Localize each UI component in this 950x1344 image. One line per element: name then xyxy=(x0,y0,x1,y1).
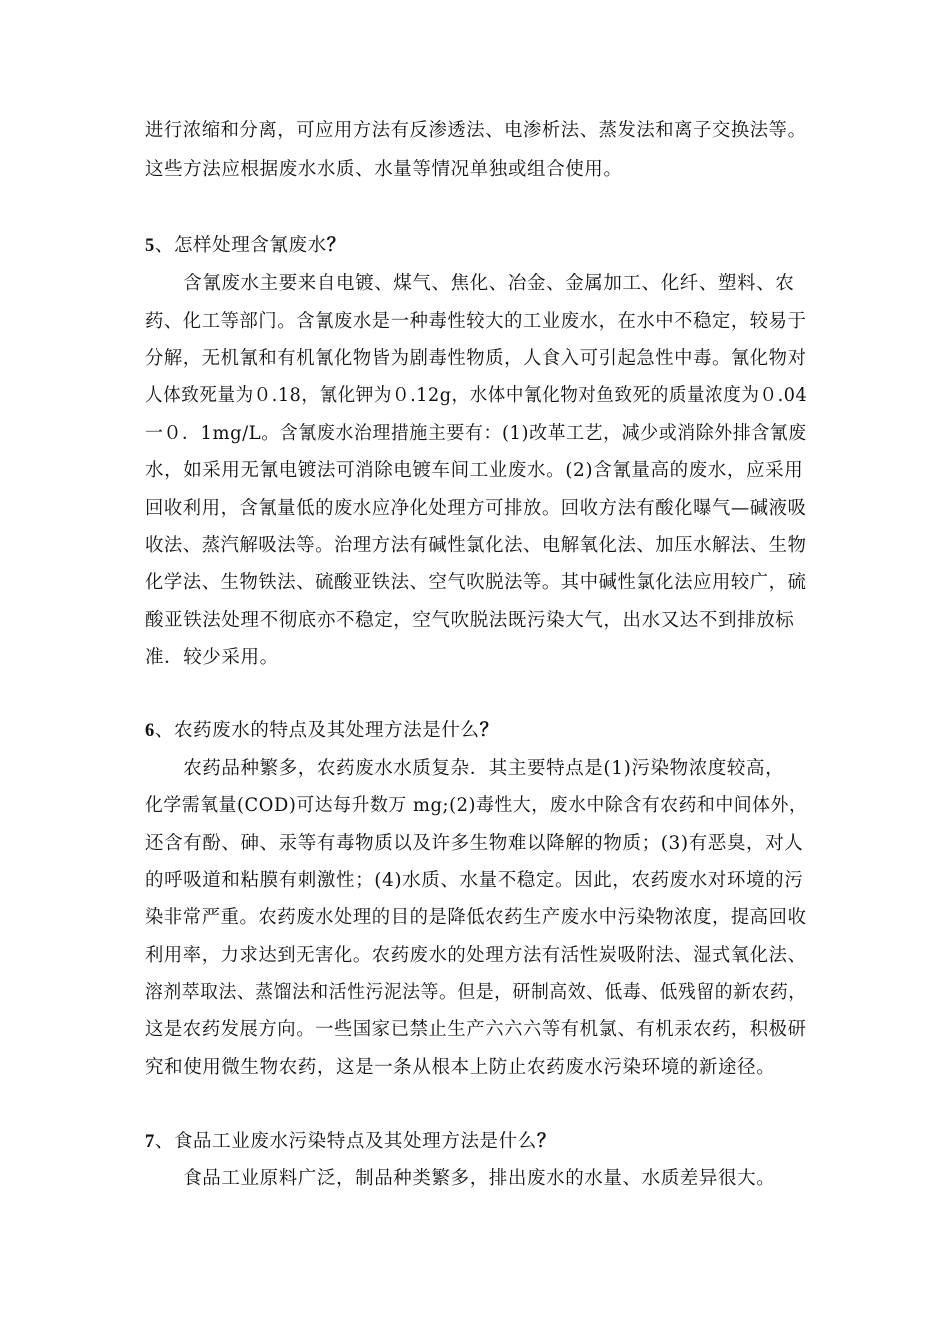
section-5-line-9: 化学法、生物铁法、硫酸亚铁法、空气吹脱法等。其中碱性氯化法应用较广，硫 xyxy=(145,572,807,593)
section-5-line-10: 酸亚铁法处理不彻底亦不稳定，空气吹脱法既污染大气，出水又达不到排放标 xyxy=(145,610,795,631)
section-6-line-2: 化学需氧量(COD)可达每升数万 mg;(2)毒性大，废水中除含有农药和中间体外， xyxy=(145,795,808,816)
section-5-line-6: 水，如采用无氰电镀法可消除电镀车间工业废水。(2)含氰量高的废水，应采用 xyxy=(145,460,804,481)
section-7-heading xyxy=(145,1130,556,1154)
section-5-line-2: 药、化工等部门。含氰废水是一种毒性较大的工业废水，在水中不稳定，较易于 xyxy=(145,311,807,332)
section-5-line-8: 收法、蒸汽解吸法等。治理方法有碱性氯化法、电解氧化法、加压水解法、生物 xyxy=(145,535,807,556)
section-5-title: 、怎样处理含氰废水 xyxy=(154,235,327,256)
section-7-number: 7 xyxy=(145,1132,155,1152)
section-6-qmark: ？ xyxy=(479,720,499,741)
section-6-line-1: 农药品种繁多，农药废水水质复杂．其主要特点是(1)污染物浓度较高， xyxy=(145,758,785,779)
section-7-qmark: ？ xyxy=(536,1131,556,1152)
section-6-line-7: 溶剂萃取法、蒸馏法和活性污泥法等。但是，研制高效、低毒、低残留的新农药， xyxy=(145,982,807,1003)
section-6-number: 6 xyxy=(145,721,155,741)
section-7-line-1: 食品工业原料广泛，制品种类繁多，排出废水的水量、水质差异很大。 xyxy=(145,1168,776,1189)
section-5-number: 5 xyxy=(145,236,155,256)
section-5-line-7: 回收利用，含氰量低的废水应净化处理方可排放。回收方法有酸化曝气—碱液吸 xyxy=(145,498,807,519)
section-5-line-5: 一０．1mg/L。含氰废水治理措施主要有：(1)改革工艺，减少或消除外排含氰废 xyxy=(145,423,807,444)
intro-line-2: 这些方法应根据废水水质、水量等情况单独或组合使用。 xyxy=(145,159,623,180)
section-6-line-4: 的呼吸道和粘膜有刺激性；(4)水质、水量不稳定。因此，农药废水对环境的污 xyxy=(145,870,804,891)
section-5-qmark: ？ xyxy=(326,235,346,256)
section-6-heading xyxy=(145,719,499,743)
section-7-title: 、食品工业废水污染特点及其处理方法是什么 xyxy=(154,1131,537,1152)
section-6-line-3: 还含有酚、砷、汞等有毒物质以及许多生物难以降解的物质；(3)有恶臭，对人 xyxy=(145,833,804,854)
section-5-heading xyxy=(145,234,346,258)
section-5-line-4: 人体致死量为０.18，氰化钾为０.12g，水体中氰化物对鱼致死的质量浓度为０.04 xyxy=(145,385,808,406)
section-6-line-8: 这是农药发展方向。一些国家已禁止生产六六六等有机氯、有机汞农药，积极研 xyxy=(145,1019,807,1040)
section-6-line-5: 染非常严重。农药废水处理的目的是降低农药生产废水中污染物浓度，提高回收 xyxy=(145,907,807,928)
section-6-line-9: 究和使用微生物农药，这是一条从根本上防止农药废水污染环境的新途径。 xyxy=(145,1057,776,1078)
section-6-line-6: 利用率，力求达到无害化。农药废水的处理方法有活性炭吸附法、湿式氧化法、 xyxy=(145,945,807,966)
section-6-title: 、农药废水的特点及其处理方法是什么 xyxy=(154,720,480,741)
section-5-line-1: 含氰废水主要来自电镀、煤气、焦化、冶金、金属加工、化纤、塑料、农 xyxy=(145,273,795,294)
section-5-line-11: 准．较少采用。 xyxy=(145,647,279,668)
section-5-line-3: 分解，无机氰和有机氰化物皆为剧毒性物质，人食入可引起急性中毒。氰化物对 xyxy=(145,348,807,369)
intro-line-1: 进行浓缩和分离，可应用方法有反渗透法、电渗析法、蒸发法和离子交换法等。 xyxy=(145,120,807,141)
